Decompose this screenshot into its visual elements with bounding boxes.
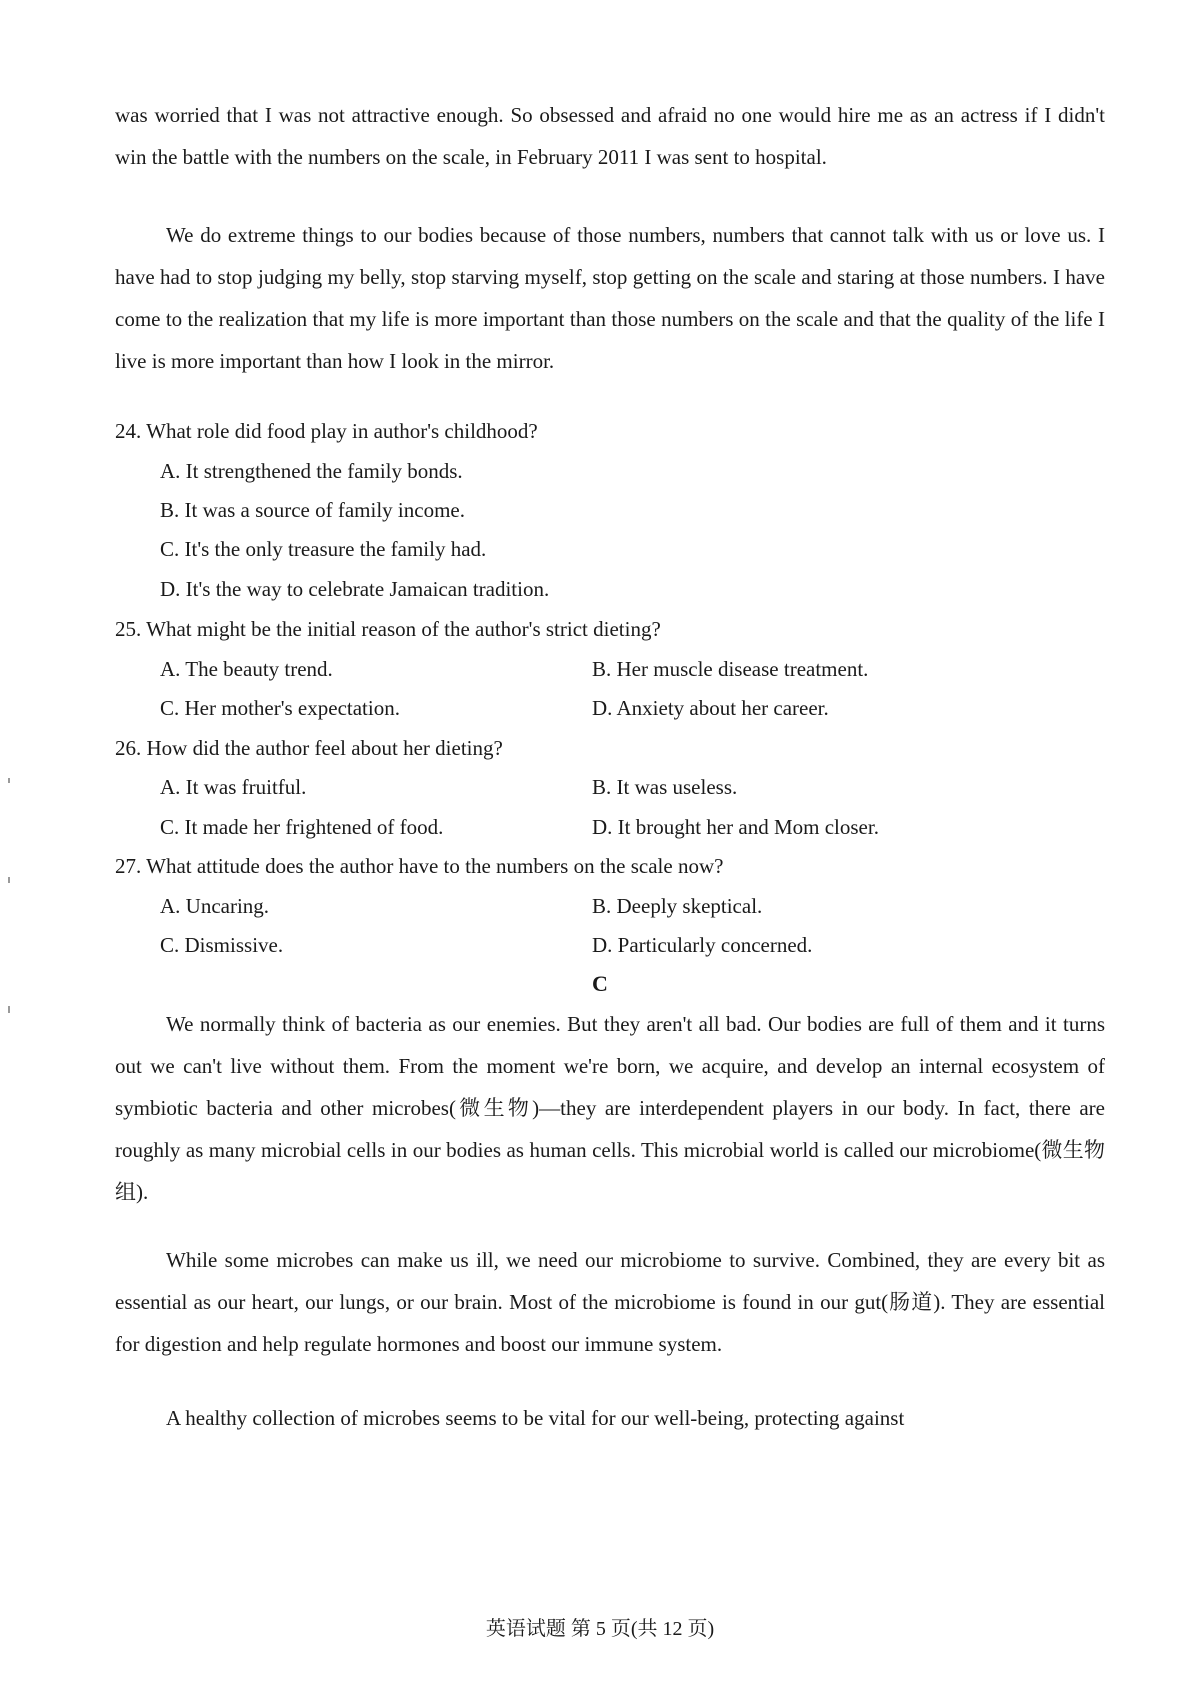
question-26 — [115, 727, 1105, 769]
q24-option-c: C. It's the only treasure the family had. — [160, 537, 487, 561]
section-c-paragraph-2: While some microbes can make us ill, we need our microbiome to survive. Combined, they are every bit as essential as our heart, our lungs, or our brain. Most of the microbiome is found in our gut(肠道). They are essential for digestion and help regulate hormones and boost our immune system. — [115, 1248, 1105, 1356]
question-number: 24. — [115, 419, 142, 443]
question-stem: What attitude does the author have to the numbers on the scale now? — [146, 854, 724, 878]
q27-option-b: B. Deeply skeptical. — [592, 894, 763, 918]
scan-mark — [8, 778, 10, 783]
question-number: 27. — [115, 854, 142, 878]
question-stem: What might be the initial reason of the author's strict dieting? — [146, 617, 661, 641]
question-stem: What role did food play in author's childhood? — [146, 419, 538, 443]
q27-option-c: C. Dismissive. — [160, 933, 284, 957]
question-25 — [115, 608, 1105, 650]
question-24 — [115, 410, 1105, 452]
q27-option-d: D. Particularly concerned. — [592, 933, 813, 957]
section-c-paragraph-3: A healthy collection of microbes seems to be vital for our well-being, protecting against — [166, 1406, 905, 1430]
question-number: 25. — [115, 617, 142, 641]
q25-option-a: A. The beauty trend. — [160, 657, 333, 681]
q24-option-d: D. It's the way to celebrate Jamaican tradition. — [160, 577, 550, 601]
q26-option-d: D. It brought her and Mom closer. — [592, 815, 879, 839]
scan-mark — [8, 1006, 10, 1013]
q24-option-b: B. It was a source of family income. — [160, 498, 465, 522]
q26-option-b: B. It was useless. — [592, 775, 738, 799]
q26-option-c: C. It made her frightened of food. — [160, 815, 444, 839]
page-footer: 英语试题 第 5 页(共 12 页) — [485, 1618, 715, 1640]
scan-mark — [8, 877, 10, 883]
q24-option-a: A. It strengthened the family bonds. — [160, 459, 463, 483]
q25-option-b: B. Her muscle disease treatment. — [592, 657, 869, 681]
question-number: 26. — [115, 736, 142, 760]
q25-option-d: D. Anxiety about her career. — [592, 696, 829, 720]
question-27 — [115, 845, 1105, 887]
section-c-heading: C — [592, 971, 608, 996]
question-stem: How did the author feel about her dieting? — [146, 736, 503, 760]
passage-b-paragraph-end: was worried that I was not attractive enough. So obsessed and afraid no one would hire me as an actress if I didn't win the battle with the numbers on the scale, in February 2011 I was sent to hospital. — [115, 103, 1105, 169]
q27-option-a: A. Uncaring. — [160, 894, 270, 918]
section-c-paragraph-1: We normally think of bacteria as our enemies. But they aren't all bad. Our bodies are full of them and it turns out we can't live without them. From the moment we're born, we acquire, and develop an internal ecosystem of symbiotic bacteria and other microbes(微生物)—they are interdependent players in our body. In fact, there are roughly as many microbial cells in our bodies as human cells. This microbial world is called our microbiome(微生物组). — [115, 1012, 1105, 1204]
passage-b-paragraph-final: We do extreme things to our bodies because of those numbers, numbers that cannot talk with us or love us. I have had to stop judging my belly, stop starving myself, stop getting on the scale and staring at those numbers. I have come to the realization that my life is more important than those numbers on the scale and that the quality of the life I live is more important than how I look in the mirror. — [115, 223, 1105, 373]
q26-option-a: A. It was fruitful. — [160, 775, 307, 799]
q25-option-c: C. Her mother's expectation. — [160, 696, 400, 720]
